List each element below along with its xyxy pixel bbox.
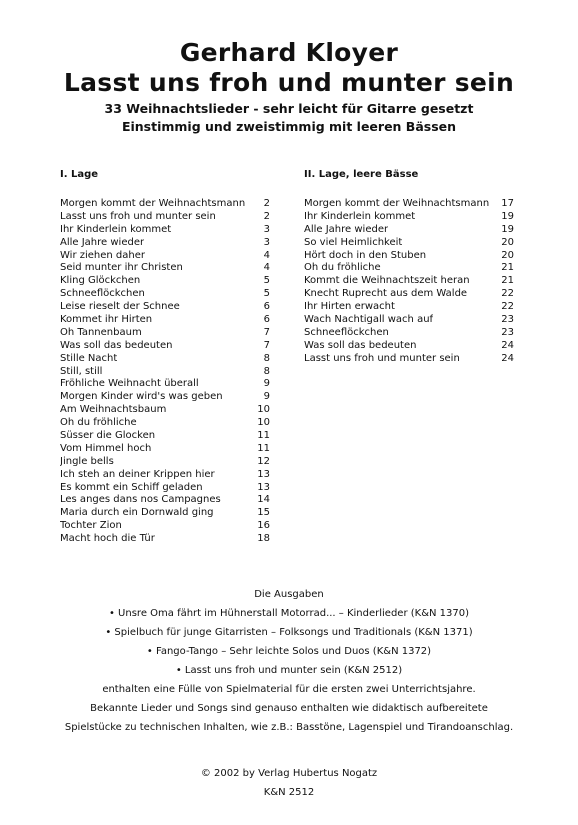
subtitle-line-1: 33 Weihnachtslieder - sehr leicht für Gitarre gesetzt	[104, 101, 474, 116]
toc-entry-page: 20	[501, 249, 514, 261]
toc-entry-title: Jingle bells	[60, 455, 114, 467]
toc-entry	[304, 340, 514, 353]
toc-entry-page: 13	[257, 481, 270, 493]
editions-section	[0, 585, 578, 737]
toc-entry-title: Alle Jahre wieder	[60, 236, 145, 248]
toc-entry	[60, 378, 270, 391]
toc-entry-page: 3	[263, 236, 270, 248]
toc-entry	[304, 250, 514, 263]
toc-entry-title: Maria durch ein Dornwald ging	[60, 507, 214, 519]
toc-entry-title: Oh du fröhliche	[304, 262, 381, 274]
toc-entry-title: Tochter Zion	[60, 520, 122, 532]
edition-item: • Fango-Tango – Sehr leichte Solos und Duos (K&N 1372)	[146, 646, 432, 657]
toc-entry-title: Was soll das bedeuten	[60, 339, 173, 351]
toc-entry-title: Schneeflöckchen	[304, 326, 389, 338]
toc-entry-title: Was soll das bedeuten	[304, 339, 417, 351]
toc-entry	[60, 494, 270, 507]
toc-entry-title: Kling Glöckchen	[60, 275, 141, 287]
toc-entry-title: Still, still	[60, 365, 103, 377]
toc-entry-page: 13	[257, 468, 270, 480]
toc-entry-page: 22	[501, 288, 514, 300]
toc-entry-page: 24	[501, 352, 514, 364]
toc-entry	[60, 353, 270, 366]
edition-item: • Spielbuch für junge Gitarristen – Folksongs und Traditionals (K&N 1371)	[105, 627, 473, 638]
toc-entry-page: 9	[263, 391, 270, 403]
page-header	[0, 38, 578, 136]
toc-entry	[60, 456, 270, 469]
toc-entry-title: Wach Nachtigall wach auf	[304, 314, 434, 326]
toc-entry-title: Morgen kommt der Weihnachtsmann	[60, 198, 246, 209]
toc-entry-title: Kommt die Weihnachtszeit heran	[304, 275, 470, 287]
toc-entry-title: Ihr Kinderlein kommet	[60, 223, 172, 235]
toc-entry	[304, 353, 514, 366]
toc-entry	[60, 507, 270, 520]
toc-entry-page: 5	[263, 288, 270, 300]
toc-entry-title: Wir ziehen daher	[60, 249, 145, 261]
toc-entry-title: Am Weihnachtsbaum	[60, 404, 167, 416]
toc-entry	[304, 224, 514, 237]
toc-entry-page: 4	[263, 262, 270, 274]
toc-entry-title: Es kommt ein Schiff geladen	[60, 481, 203, 493]
toc-entry	[304, 237, 514, 250]
toc-entry	[304, 275, 514, 288]
catalog-number: K&N 2512	[263, 787, 315, 798]
toc-entry	[60, 391, 270, 404]
toc-entry-title: Knecht Ruprecht aus dem Walde	[304, 288, 468, 300]
toc-entry	[304, 262, 514, 275]
toc-entry-title: Seid munter ihr Christen	[60, 262, 183, 274]
editions-heading: Die Ausgaben	[254, 589, 324, 600]
toc-entry-page: 4	[263, 249, 270, 261]
toc-entry-page: 17	[501, 198, 514, 209]
toc-entry-page: 7	[263, 339, 270, 351]
toc-entry	[60, 275, 270, 288]
toc-entry-page: 18	[257, 533, 270, 545]
toc-entry	[304, 211, 514, 224]
toc-entry-page: 3	[263, 223, 270, 235]
toc-entry-page: 6	[263, 314, 270, 326]
book-title: Lasst uns froh und munter sein	[63, 68, 515, 97]
toc-entry-page: 23	[501, 326, 514, 338]
toc-entry-title: Schneeflöckchen	[60, 288, 145, 300]
toc-entry-page: 10	[257, 404, 270, 416]
toc-entry-page: 8	[263, 365, 270, 377]
author-name: Gerhard Kloyer	[179, 38, 399, 67]
toc-entry	[60, 533, 270, 546]
toc-entry	[60, 288, 270, 301]
toc-entry-title: Ich steh an deiner Krippen hier	[60, 468, 215, 480]
editions-text: enthalten eine Fülle von Spielmaterial für die ersten zwei Unterrichtsjahre.	[102, 684, 476, 695]
toc-entry-title: Ihr Hirten erwacht	[304, 301, 395, 313]
toc-entry	[60, 224, 270, 237]
toc-entry	[60, 237, 270, 250]
toc-entry-title: Ihr Kinderlein kommet	[304, 210, 416, 222]
toc-entry-page: 11	[257, 442, 270, 454]
toc-entry	[60, 404, 270, 417]
toc-entry-page: 2	[263, 210, 270, 222]
toc-entry-title: Alle Jahre wieder	[304, 223, 389, 235]
toc-entry	[60, 417, 270, 430]
toc-entry-page: 24	[501, 339, 514, 351]
editions-text: Bekannte Lieder und Songs sind genauso enthalten wie didaktisch aufbereitete	[90, 703, 488, 714]
toc-second-position	[304, 168, 514, 366]
toc-entry-page: 20	[501, 236, 514, 248]
toc-entry	[60, 314, 270, 327]
editions-text: Spielstücke zu technischen Inhalten, wie z.B.: Basstöne, Lagenspiel und Tirandoanschlag.	[64, 722, 514, 733]
toc-entry	[60, 443, 270, 456]
copyright-notice: © 2002 by Verlag Hubertus Nogatz	[200, 768, 378, 779]
toc-entry	[60, 262, 270, 275]
toc-entry-page: 8	[263, 352, 270, 364]
toc-entry-page: 21	[501, 262, 514, 274]
toc-entry-title: Kommet ihr Hirten	[60, 314, 153, 326]
toc-entry-page: 23	[501, 314, 514, 326]
toc-entry	[60, 482, 270, 495]
toc-entry-page: 22	[501, 301, 514, 313]
toc-entry	[304, 327, 514, 340]
toc-entry	[304, 314, 514, 327]
toc-entry	[60, 366, 270, 379]
toc-entry-page: 21	[501, 275, 514, 287]
toc-entry	[60, 301, 270, 314]
toc-entry-page: 9	[263, 378, 270, 390]
toc-entry-page: 14	[257, 494, 270, 506]
toc-entry	[60, 211, 270, 224]
toc-entry-page: 12	[257, 455, 270, 467]
toc-entry-title: Stille Nacht	[60, 352, 118, 364]
toc-first-position	[60, 168, 270, 546]
toc-entry	[304, 301, 514, 314]
toc-entry	[304, 198, 514, 211]
toc-entry	[60, 198, 270, 211]
toc-entry-title: Leise rieselt der Schnee	[60, 301, 180, 313]
toc-entry-title: Macht hoch die Tür	[60, 533, 155, 545]
toc-entry	[60, 469, 270, 482]
toc-entry-title: Morgen Kinder wird's was geben	[60, 391, 223, 403]
toc-entry	[60, 520, 270, 533]
edition-item: • Lasst uns froh und munter sein (K&N 2512)	[175, 665, 403, 676]
toc-entry-page: 19	[501, 210, 514, 222]
toc-heading: II. Lage, leere Bässe	[304, 169, 419, 180]
toc-entry-title: Morgen kommt der Weihnachtsmann	[304, 198, 490, 209]
toc-entry-page: 16	[257, 520, 270, 532]
toc-entry	[304, 288, 514, 301]
toc-entry-title: So viel Heimlichkeit	[304, 236, 403, 248]
toc-entry-title: Hört doch in den Stuben	[304, 249, 427, 261]
toc-entry-title: Oh Tannenbaum	[60, 326, 142, 338]
toc-heading: I. Lage	[60, 169, 99, 180]
toc-entry-title: Fröhliche Weihnacht überall	[60, 378, 199, 390]
toc-entry	[60, 250, 270, 263]
toc-entry-title: Vom Himmel hoch	[60, 442, 152, 454]
toc-entry-page: 6	[263, 301, 270, 313]
subtitle-line-2: Einstimmig und zweistimmig mit leeren Bässen	[121, 119, 457, 134]
toc-entry-page: 10	[257, 417, 270, 429]
toc-entry-page: 2	[263, 198, 270, 209]
toc-entry-page: 19	[501, 223, 514, 235]
toc-entry	[60, 327, 270, 340]
toc-entry	[60, 340, 270, 353]
page-footer	[0, 764, 578, 802]
toc-entry	[60, 430, 270, 443]
toc-entry-page: 5	[263, 275, 270, 287]
toc-entry-title: Lasst uns froh und munter sein	[60, 210, 216, 222]
toc-entry-page: 11	[257, 430, 270, 442]
toc-entry-title: Süsser die Glocken	[60, 430, 156, 442]
toc-entry-title: Lasst uns froh und munter sein	[304, 352, 460, 364]
toc-entry-title: Oh du fröhliche	[60, 417, 137, 429]
edition-item: • Unsre Oma fährt im Hühnerstall Motorrad... – Kinderlieder (K&N 1370)	[108, 608, 470, 619]
toc-entry-title: Les anges dans nos Campagnes	[60, 494, 221, 506]
toc-entry-page: 7	[263, 326, 270, 338]
toc-entry-page: 15	[257, 507, 270, 519]
